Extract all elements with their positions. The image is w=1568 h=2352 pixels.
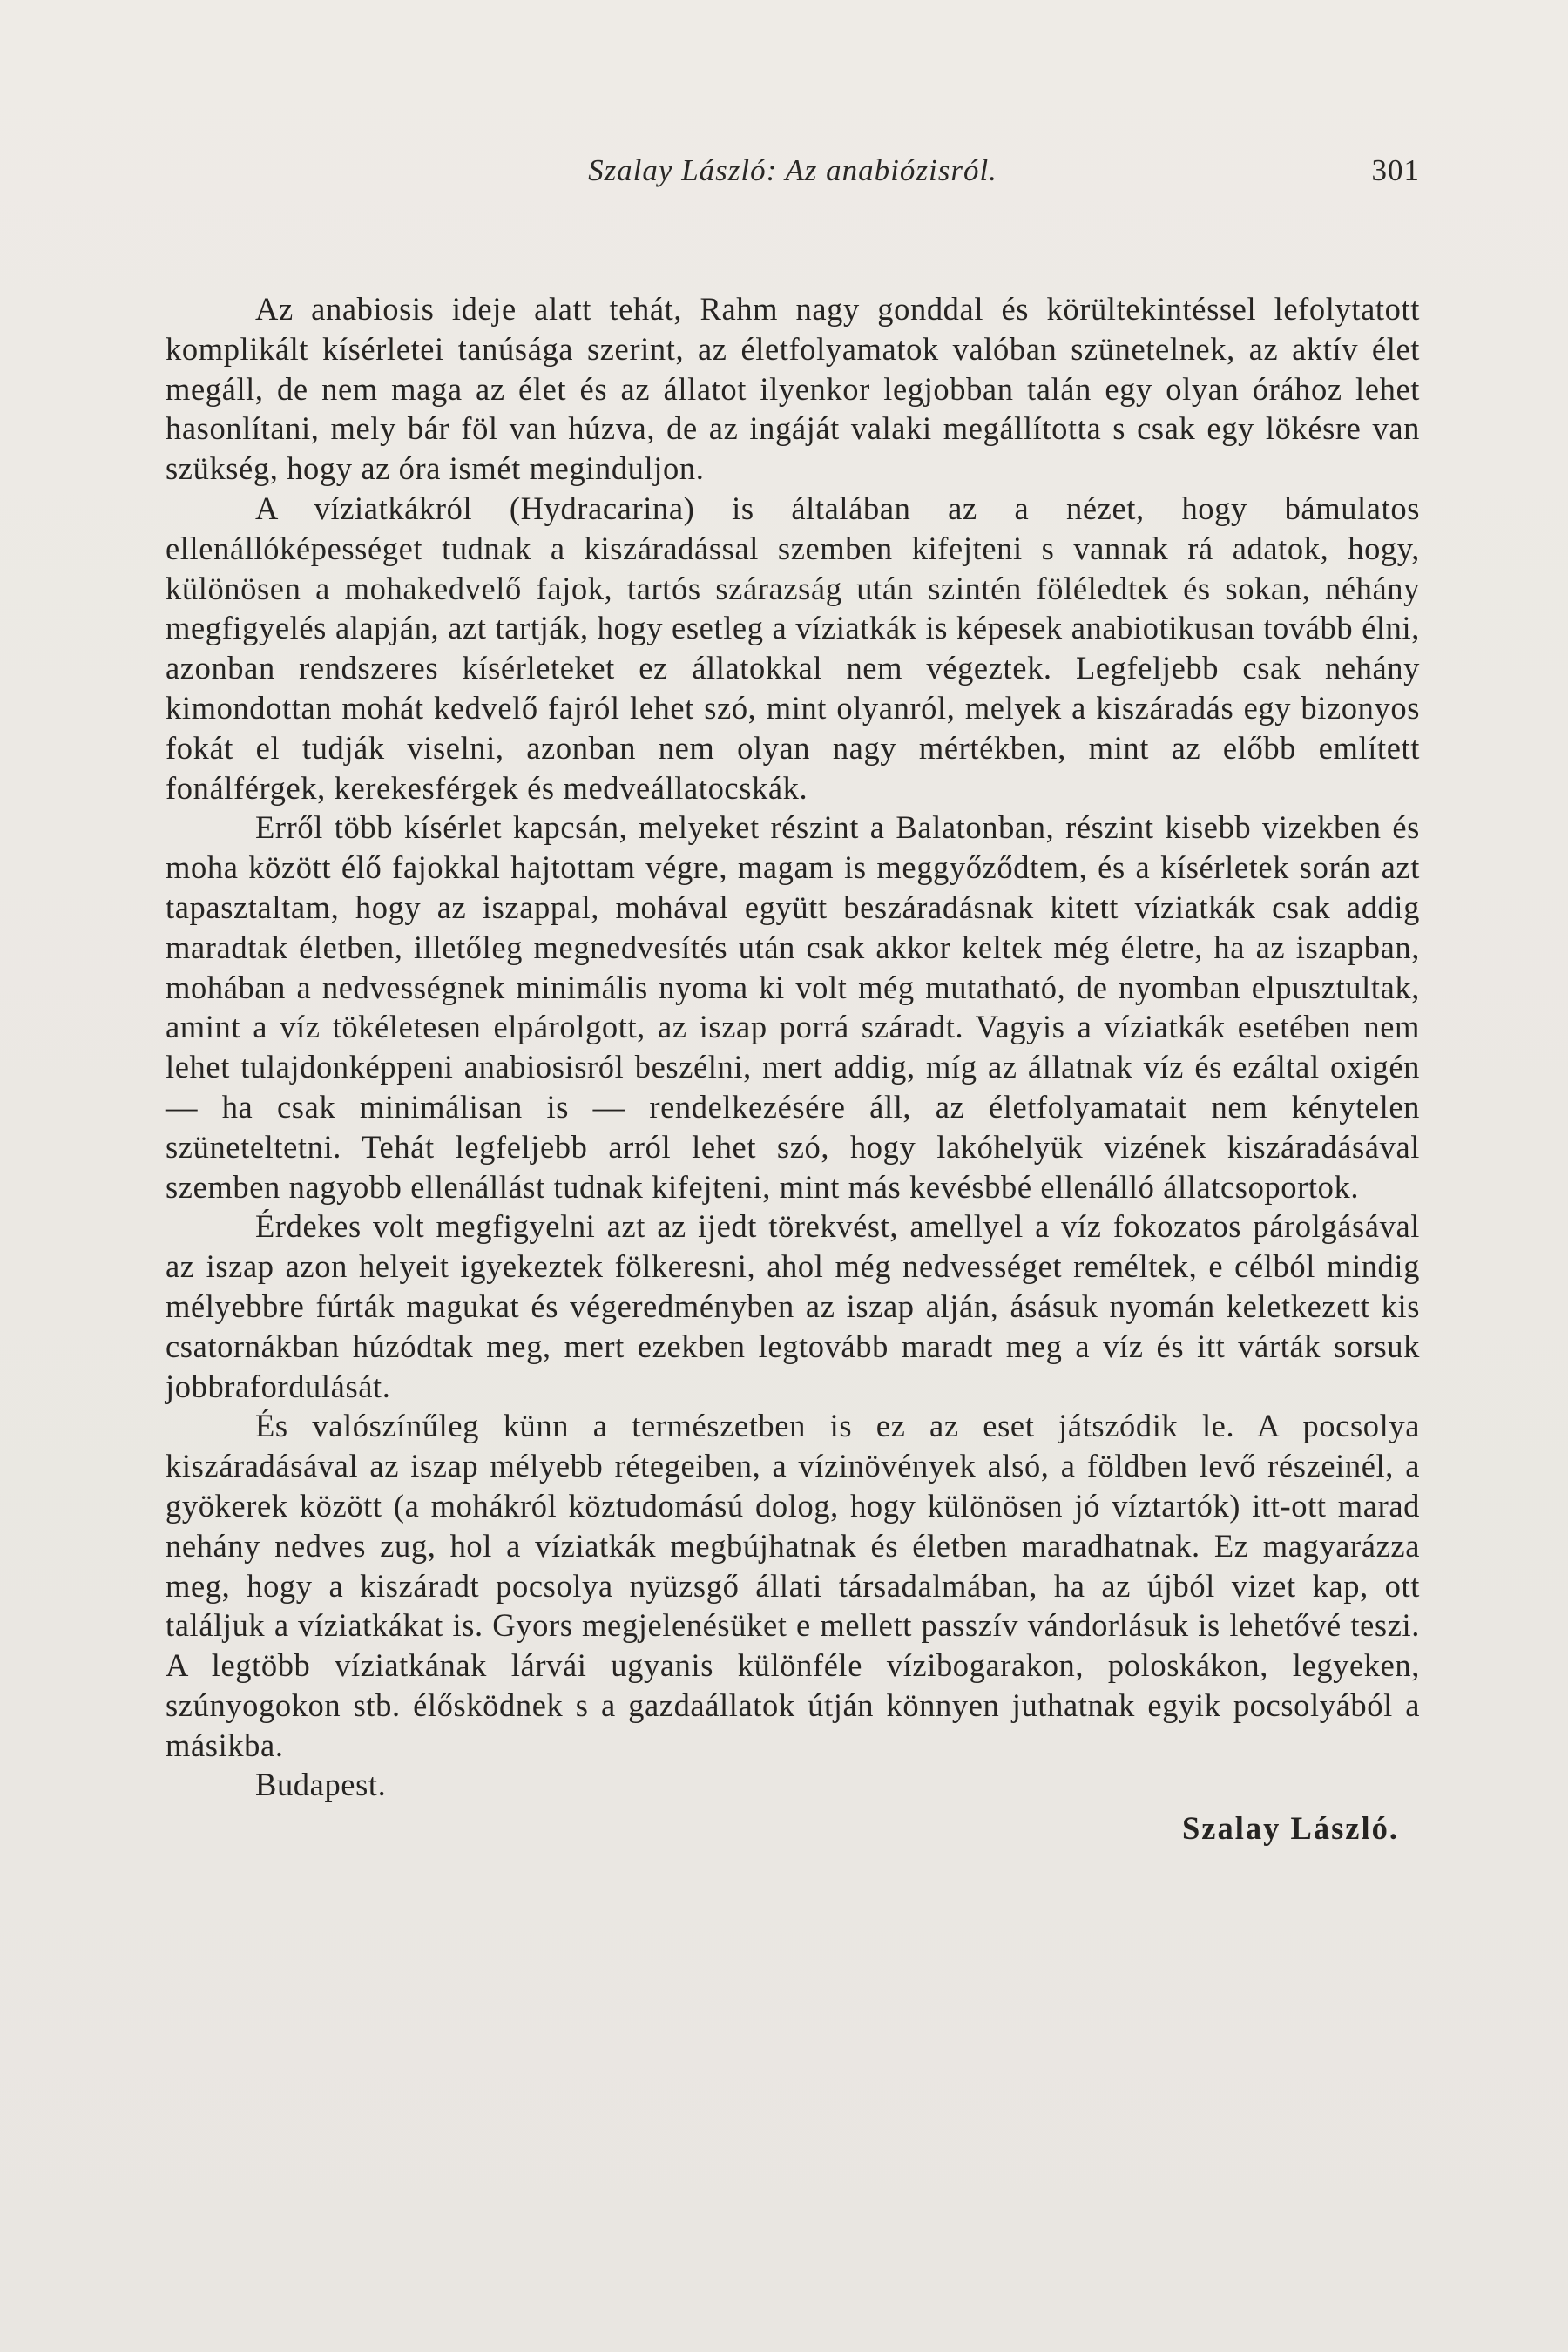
- paragraph: Érdekes volt megfigyelni azt az ijedt törekvést, amellyel a víz fokozatos párolgásával az iszap azon helyeit igyekeztek fölkeresni, ahol még nedvességet reméltek, e célból mindig mélyebbre fúrták magukat és végeredményben az iszap alján, ásásuk nyomán keletkezett kis csatornákban húzódtak meg, mert ezekben legtovább maradt meg a víz és itt várták sorsuk jobbrafordulását.: [166, 1208, 1420, 1404]
- running-title: Szalay László: Az anabiózisról.: [588, 153, 997, 187]
- running-head: [166, 153, 1420, 197]
- page-number: 301: [1371, 153, 1420, 187]
- paragraph: A víziatkákról (Hydracarina) is általában az a nézet, hogy bámulatos ellenállóképességet tudnak a kiszáradással szemben kifejteni s vannak rá adatok, hogy, különösen a mohakedvelő fajok, tartós szárazság után szintén föléledtek és sokan, néhány megfigyelés alapján, azt tartják, hogy esetleg a víziatkák is képesek anabiotikusan tovább élni, azonban rendszeres kísérleteket ez állatokkal nem végeztek. Legfeljebb csak nehány kimondottan mohát kedvelő fajról lehet szó, mint olyanról, melyek a kiszáradás egy bizonyos fokát el tudják viselni, azonban nem olyan nagy mértékben, mint az előbb említett fonálférgek, kerekesférgek és medveállatocskák.: [166, 490, 1420, 806]
- paragraph: És valószínűleg künn a természetben is ez az eset játszódik le. A pocsolya kiszáradásával az iszap mélyebb rétegeiben, a vízinövények alsó, a földben levő részeinél, a gyökerek között (a mohákról köztudomású dolog, hogy különösen jó víztartók) itt-ott marad nehány nedves zug, hol a víziatkák megbújhatnak és életben maradhatnak. Ez magyarázza meg, hogy a kiszáradt pocsolya nyüzsgő állati társadalmában, ha az újból vizet kap, ott találjuk a víziatkákat is. Gyors megjelenésüket e mellett passzív vándorlásuk is lehetővé teszi. A legtöbb víziatkának lárvái ugyanis különféle vízibogarakon, poloskákon, legyeken, szúnyogokon stb. élősködnek s a gazdaállatok útján könnyen juthatnak egyik pocsolyából a másikba.: [166, 1408, 1420, 1763]
- paragraph: Erről több kísérlet kapcsán, melyeket részint a Balatonban, részint kisebb vizekben és moha között élő fajokkal hajtottam végre, magam is meggyőződtem, és a kísérletek során azt tapasztaltam, hogy az iszappal, mohával együtt beszáradásnak kitett víziatkák csak addig maradtak életben, illetőleg megnedvesítés után csak akkor keltek még életre, ha az iszapban, mohában a nedvességnek minimális nyoma ki volt még mutatható, de nyomban elpusztultak, amint a víz tökéletesen elpárolgott, az iszap porrá száradt. Vagyis a víziatkák esetében nem lehet tulajdonképpeni anabiosisról beszélni, mert addig, míg az állatnak víz és ezáltal oxigén — ha csak minimálisan is — rendelkezésére áll, az életfolyamatait nem kénytelen szüneteltetni. Tehát legfeljebb arról lehet szó, hogy lakóhelyük vizének kiszáradásával szemben nagyobb ellenállást tudnak kifejteni, mint más kevésbbé ellenálló állatcsoportok.: [166, 809, 1420, 1205]
- place-line: Budapest.: [255, 1767, 387, 1803]
- article-body: [166, 289, 1420, 1848]
- paragraph: Az anabiosis ideje alatt tehát, Rahm nagy gonddal és körültekintéssel lefolytatott komplikált kísérletei tanúsága szerint, az életfolyamatok valóban szünetelnek, az aktív élet megáll, de nem maga az élet és az állatot ilyenkor legjobban talán egy olyan órához lehet hasonlítani, mely bár föl van húzva, de az ingáját valaki megállította s csak egy lökésre van szükség, hogy az óra ismét meginduljon.: [166, 291, 1420, 487]
- author-signature: Szalay László.: [1181, 1810, 1399, 1847]
